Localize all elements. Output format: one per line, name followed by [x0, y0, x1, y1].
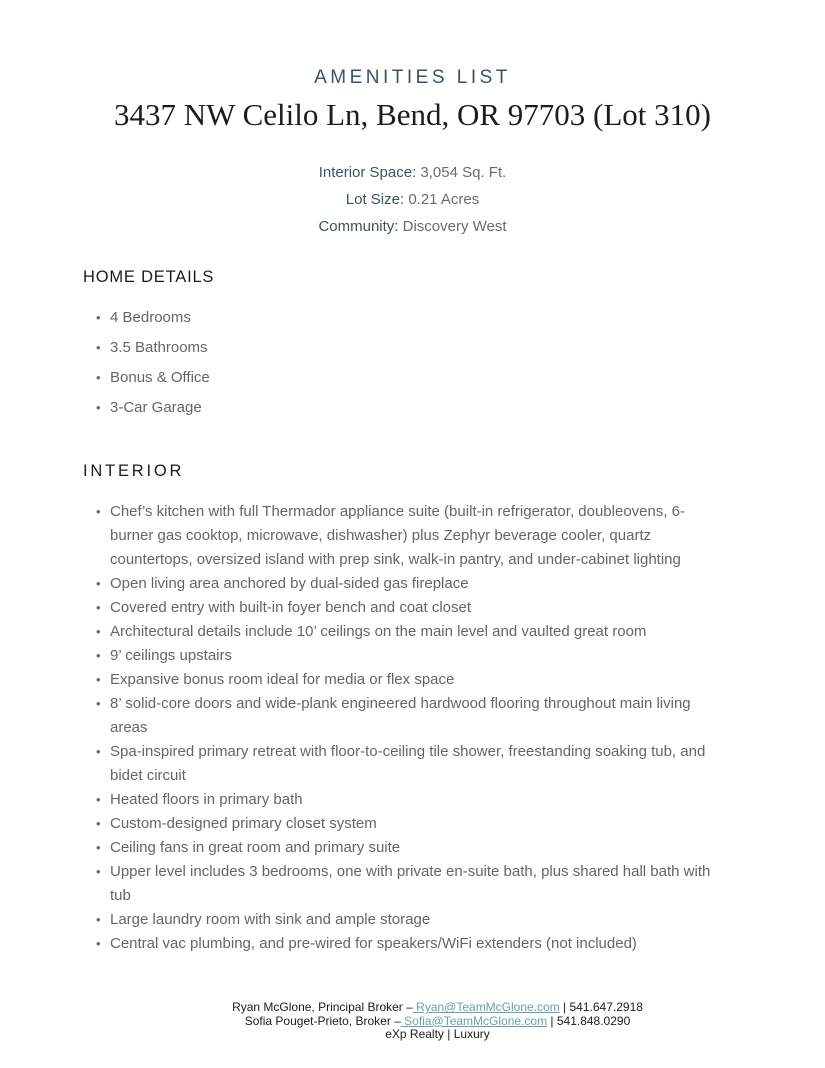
- list-item: • Architectural details include 10’ ceilings on the main level and vaulted great room: [110, 620, 715, 644]
- broker-name-text: Ryan McGlone, Principal Broker –: [232, 1000, 413, 1015]
- footer-broker-line: [108, 1015, 767, 1029]
- list-item: • Spa-inspired primary retreat with floor-to-ceiling tile shower, freestanding soaking tub, and bidet circuit: [110, 740, 715, 788]
- list-item: • Large laundry room with sink and ample storage: [110, 908, 715, 932]
- broker-name-text: Sofia Pouget-Prieto, Broker –: [244, 1013, 401, 1028]
- fact-value: 0.21 Acres: [404, 191, 480, 209]
- list-item: • Chef’s kitchen with full Thermador appliance suite (built-in refrigerator, doubleovens, 6-burner gas cooktop, microwave, dishwasher) plus Zephyr beverage cooler, quartz countertops, oversized island with prep sink, walk-in pantry, and under-cabinet lighting: [110, 500, 715, 572]
- footer-brand-line: eXp Realty | Luxury: [385, 1027, 490, 1042]
- interior-list: [83, 500, 715, 956]
- property-fact-line: [83, 186, 742, 213]
- section-interior: [83, 462, 742, 956]
- list-item: • 4 Bedrooms: [110, 306, 742, 330]
- fact-value: Discovery West: [398, 218, 507, 236]
- property-fact-line: [83, 213, 742, 240]
- list-item: • 3.5 Bathrooms: [110, 336, 742, 360]
- fact-label: Lot Size:: [345, 191, 405, 209]
- list-item: • Covered entry with built-in foyer bench and coat closet: [110, 596, 715, 620]
- section-heading-interior: INTERIOR: [83, 462, 185, 481]
- list-item: • Upper level includes 3 bedrooms, one with private en-suite bath, plus shared hall bath with tub: [110, 860, 715, 908]
- section-home-details: [83, 268, 742, 420]
- list-item: • Bonus & Office: [110, 366, 742, 390]
- list-item: • Heated floors in primary bath: [110, 788, 715, 812]
- list-item: • 8’ solid-core doors and wide-plank engineered hardwood flooring throughout main living areas: [110, 692, 715, 740]
- page-title: 3437 NW Celilo Ln, Bend, OR 97703 (Lot 310): [114, 97, 711, 132]
- footer-broker-lines: [108, 1001, 767, 1028]
- list-item: • 3-Car Garage: [110, 396, 742, 420]
- email-link[interactable]: Ryan@TeamMcGlone.com: [412, 1000, 560, 1015]
- footer: [108, 1001, 767, 1042]
- section-heading-home-details: HOME DETAILS: [83, 268, 215, 287]
- property-facts: [83, 159, 742, 240]
- list-item: • 9’ ceilings upstairs: [110, 644, 715, 668]
- home-details-list: [83, 306, 742, 420]
- list-item: • Ceiling fans in great room and primary suite: [110, 836, 715, 860]
- list-item: • Expansive bonus room ideal for media or flex space: [110, 668, 715, 692]
- eyebrow-heading: AMENITIES LIST: [314, 67, 511, 88]
- footer-broker-line: [108, 1001, 767, 1015]
- fact-value: 3,054 Sq. Ft.: [416, 164, 507, 182]
- broker-phone-text: | 541.848.0290: [547, 1013, 631, 1028]
- fact-label: Community:: [318, 218, 399, 236]
- property-fact-line: [83, 159, 742, 186]
- list-item: • Central vac plumbing, and pre-wired for speakers/WiFi extenders (not included): [110, 932, 715, 956]
- fact-label: Interior Space:: [318, 164, 417, 182]
- list-item: • Open living area anchored by dual-sided gas fireplace: [110, 572, 715, 596]
- broker-phone-text: | 541.647.2918: [559, 1000, 643, 1015]
- email-link[interactable]: Sofia@TeamMcGlone.com: [400, 1013, 548, 1028]
- list-item: • Custom-designed primary closet system: [110, 812, 715, 836]
